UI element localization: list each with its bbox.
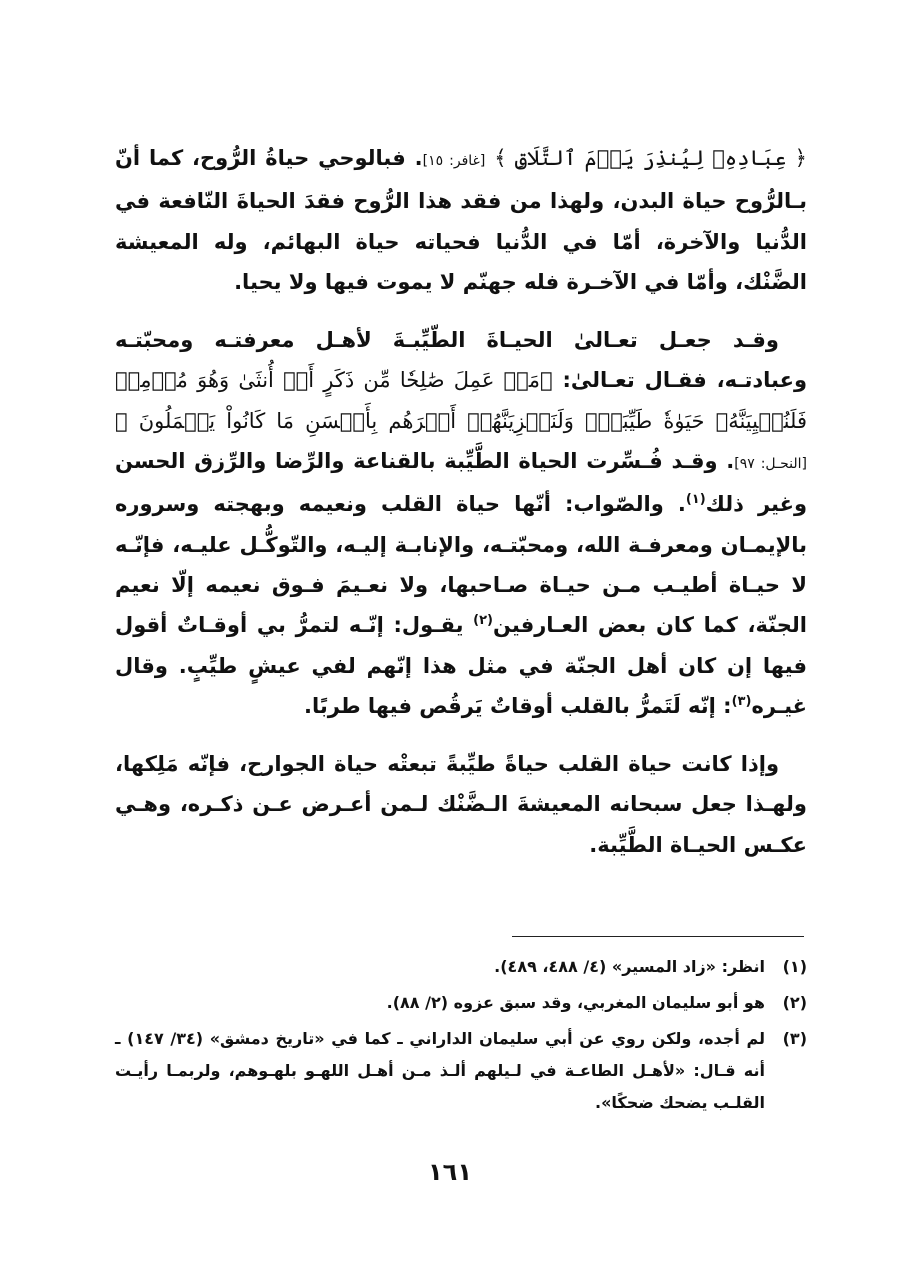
- paragraph-text: : إنّه لَتَمرُّ بالقلب أوقاتٌ يَرقُص فيها طربًا.: [304, 693, 732, 718]
- verse-reference: [غافر: ١٥]: [422, 153, 486, 169]
- quran-verse-nahl: ﴿مَنۡ عَمِلَ صَٰلِحٗا مِّن ذَكَرٍ أَوۡ أُنثَىٰ وَهُوَ مُؤۡمِنٞ فَلَنُحۡيِيَنَّهُۥ حَيَوٰةٗ طَيِّبَةٗۖ وَلَنَجۡزِيَنَّهُمۡ أَجۡرَهُم بِأَحۡسَنِ مَا كَانُواْ يَعۡمَلُونَ ﴾: [115, 368, 808, 433]
- footnote-number: (١): [782, 957, 807, 976]
- main-text: [115, 138, 807, 865]
- footnote-text: هو أبو سليمان المغربي، وقد سبق عزوه (٢/ ٨٨).: [386, 993, 765, 1012]
- footnote-text: انظر: «زاد المسير» (٤/ ٤٨٨، ٤٨٩).: [494, 957, 765, 976]
- footnote-3: [115, 1023, 807, 1119]
- paragraph-1: [115, 138, 807, 302]
- footnote-text: لم أجده، ولكن روي عن أبي سليمان الداراني ـ كما في «تاريخ دمشق» (٣٤/ ١٤٧) ـ أنه قـال: «لأهـل الطاعـة في لـيلهم ألـذ مـن أهـل اللهـو بلهـوهم، ولربمـا رأيـت القلـب يضحك ضحكًا».: [115, 1029, 766, 1112]
- footnotes: [115, 951, 807, 1123]
- footnote-marker-2[interactable]: (٢): [473, 613, 493, 629]
- footnote-1: [115, 951, 807, 983]
- footnote-marker-3[interactable]: (٣): [731, 693, 752, 709]
- paragraph-2: [115, 320, 807, 726]
- footnote-2: [115, 987, 807, 1019]
- quran-verse-ghafir: ﴿ عِبَادِهِۦ لِيُنذِرَ يَوۡمَ ٱلتَّلَاقِ ﴾: [494, 146, 807, 170]
- verse-reference: [النحـل: ٩٧]: [734, 456, 808, 473]
- paragraph-text: . وقـد فُـسِّرت الحياة الطَّيِّبة بالقناعة والرِّضا والرِّزق الحسن وغير ذلك: [115, 449, 808, 517]
- footnote-marker-1[interactable]: (١): [685, 492, 706, 508]
- page-number: ١٦١: [428, 1158, 472, 1186]
- quran-verse-text: عِبَادِهِۦ لِيُنذِرَ يَوۡمَ ٱلتَّلَاقِ: [514, 146, 787, 170]
- paragraph-text: وإذا كانت حياة القلب حياةً طيِّبةً تبعتْه حياة الجوارح، فإنّه مَلِكها، ولهـذا جعل سبحانه المعيشةَ الـضَّنْك لـمن أعـرض عـن ذكـره، وهـي عكـس الحيـاة الطَّيِّبة.: [115, 752, 807, 857]
- paragraph-text: يقـول: إنّـه لتمرُّ بي أوقـاتٌ أقول فيها إن كان أهل الجنّة في مثل هذا إنّهم لفي عيشٍ طيِّبٍ. وقال غيـره: [115, 613, 807, 718]
- paragraph-text: . والصّواب: أنّها حياة القلب ونعيمه وبهجته وسروره بالإيمـان ومعرفـة الله، ومحبّتـه، والإنابـة إليـه، والتّوكُّـل عليـه، فإنّـه لا حيـاة أطيـب مـن حيـاة صـاحبها، ولا نعـيمَ فـوق نعيمه إلّا نعيم الجنّة، كما كان بعض العـارفين: [115, 492, 807, 638]
- paragraph-3: [115, 744, 807, 865]
- paragraph-text: . فبالوحي حياةُ الرُّوح، كما أنّ بـالرُّوح حياة البدن، ولهذا من فقد هذا الرُّوح فقدَ الحياةَ النّافعة في الدُّنيا والآخرة، أمّا في الدُّنيا فحياته حياة البهائم، وله المعيشة الضَّنْك، وأمّا في الآخـرة فله جهنّم لا يموت فيها ولا يحيا.: [115, 146, 807, 294]
- footnote-number: (٢): [782, 993, 807, 1012]
- footnote-separator: [512, 936, 804, 937]
- quran-verse-text: مَنۡ عَمِلَ صَٰلِحٗا مِّن ذَكَرٍ أَوۡ أُنثَىٰ وَهُوَ مُؤۡمِنٞ فَلَنُحۡيِيَنَّهُۥ حَيَوٰةٗ طَيِّبَةٗۖ وَلَنَجۡزِيَنَّهُمۡ أَجۡرَهُم بِأَحۡسَنِ مَا كَانُواْ يَعۡمَلُونَ: [115, 368, 808, 433]
- footnote-number: (٣): [782, 1029, 807, 1048]
- paragraph-intro: وقـد جعـل تعـالىٰ الحيـاةَ الطّيِّبـةَ لأهـل معرفتـه ومحبّتـه وعبادتـه، فقـال تعـالىٰ:: [115, 328, 807, 393]
